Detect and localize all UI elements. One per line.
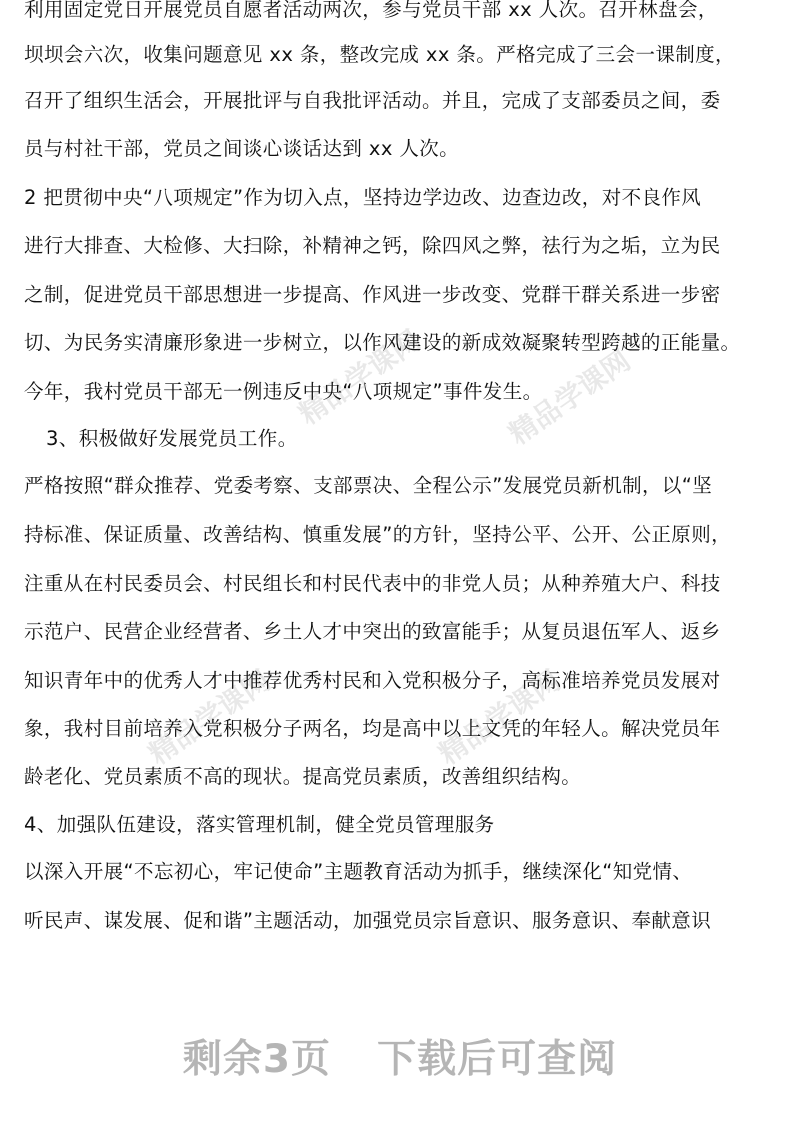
- paragraph-line: 龄老化、党员素质不高的现状。提高党员素质，改善组织结构。: [24, 765, 582, 788]
- paragraph-line: 今年，我村党员干部无一例违反中央“八项规定”事件发生。: [24, 380, 543, 403]
- download-prompt[interactable]: [0, 1028, 800, 1084]
- paragraph-line: 示范户、民营企业经营者、乡土人才中突出的致富能手；从复员退伍军人、返乡: [24, 620, 721, 643]
- paragraph-line: 召开了组织生活会，开展批评与自我批评活动。并且，完成了支部委员之间，委: [24, 89, 721, 112]
- paragraph-line: 之制，促进党员干部思想进一步提高、作风进一步改变、党群干群关系进一步密: [24, 283, 721, 306]
- paragraph-line: 知识青年中的优秀人才中推荐优秀村民和入党积极分子，高标准培养党员发展对: [24, 669, 721, 692]
- watermark-text: 精品学课网: [502, 343, 637, 452]
- paragraph-line: 进行大排查、大检修、大扫除，补精神之钙，除四风之弊，祛行为之垢，立为民: [24, 234, 721, 257]
- paragraph-line: 切、为民务实清廉形象进一步树立，以作风建设的新成效凝聚转型跨越的正能量。: [24, 331, 741, 354]
- paragraph-line: 坝坝会六次，收集问题意见 xx 条，整改完成 xx 条。严格完成了三会一课制度，: [24, 43, 735, 66]
- paragraph-line: 以深入开展“不忘初心，牢记使命”主题教育活动为抓手，继续深化“知党情、: [24, 860, 693, 883]
- watermark-text: 精品学课网: [292, 323, 427, 432]
- watermark-text: 精品学课网: [142, 663, 277, 772]
- paragraph-line: 利用固定党日开展党员自愿者活动两次，参与党员干部 xx 人次。召开林盘会，: [24, 0, 718, 21]
- paragraph-line: 听民声、谋发展、促和谐”主题活动，加强党员宗旨意识、服务意识、奉献意识: [24, 909, 712, 932]
- paragraph-line: 2 把贯彻中央“八项规定”作为切入点，坚持边学边改、边查边改，对不良作风: [24, 186, 702, 209]
- download-to-view-label: 下载后可查阅: [377, 1037, 618, 1082]
- section-heading: 4、加强队伍建设，落实管理机制，健全党员管理服务: [24, 813, 495, 836]
- paragraph-line: 注重从在村民委员会、村民组长和村民代表中的非党人员；从种养殖大户、科技: [24, 572, 721, 595]
- section-heading: 3、积极做好发展党员工作。: [46, 427, 298, 450]
- paragraph-line: 员与村社干部，党员之间谈心谈话达到 xx 人次。: [24, 137, 460, 160]
- paragraph-line: 严格按照“群众推荐、党委考察、支部票决、全程公示”发展党员新机制，以“坚: [24, 474, 713, 497]
- paragraph-line: 象，我村目前培养入党积极分子两名，均是高中以上文凭的年轻人。解决党员年: [24, 717, 721, 740]
- remaining-pages-label: 剩余3页: [182, 1037, 332, 1082]
- watermark-text: 精品学课网: [432, 663, 567, 772]
- paragraph-line: 持标准、保证质量、改善结构、慎重发展”的方针，坚持公平、公开、公正原则，: [24, 523, 732, 546]
